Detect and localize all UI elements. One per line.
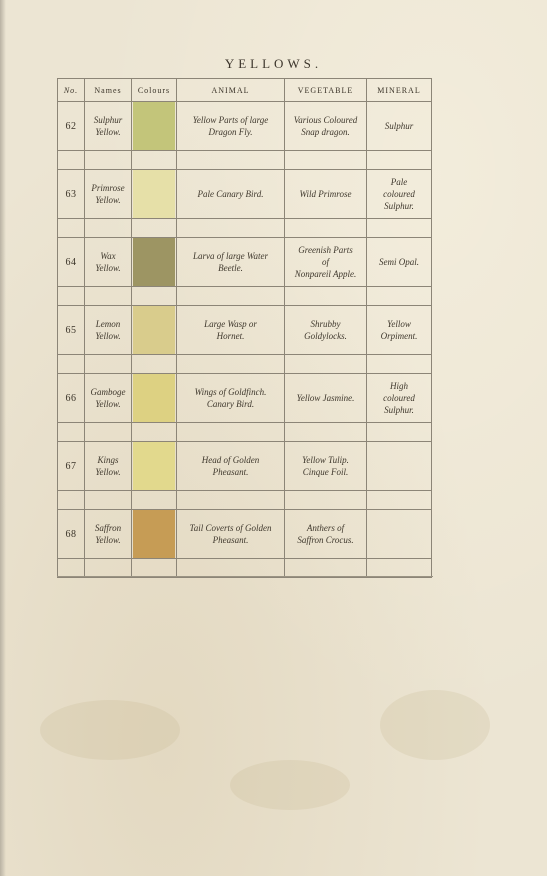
colour-name-line: Yellow. bbox=[95, 263, 121, 273]
mineral-example-line: Semi Opal. bbox=[379, 257, 419, 267]
animal-example-line: Canary Bird. bbox=[206, 399, 255, 409]
vegetable-example bbox=[285, 442, 367, 491]
table-row bbox=[58, 170, 432, 219]
colour-name-line: Yellow. bbox=[95, 535, 121, 545]
colour-name-line: Lemon bbox=[95, 319, 121, 329]
separator-cell bbox=[285, 423, 367, 442]
colour-name-line: Gamboge bbox=[90, 387, 126, 397]
row-separator bbox=[58, 559, 432, 578]
separator-cell bbox=[367, 423, 432, 442]
colour-name-line: Yellow. bbox=[95, 195, 121, 205]
colour-swatch bbox=[133, 374, 175, 422]
vegetable-example-line: Anthers of bbox=[306, 523, 345, 533]
vegetable-example-line: Wild Primrose bbox=[299, 189, 352, 199]
colour-name-line: Sulphur bbox=[93, 115, 123, 125]
separator-cell bbox=[285, 151, 367, 170]
colour-name-line: Primrose bbox=[91, 183, 125, 193]
vegetable-example-line: Various Coloured bbox=[293, 115, 358, 125]
animal-example-line: Tail Coverts of Golden bbox=[189, 523, 272, 533]
colour-swatch-cell bbox=[132, 374, 177, 423]
row-number: 62 bbox=[58, 102, 85, 151]
separator-cell bbox=[367, 559, 432, 578]
colour-name-line: Yellow. bbox=[95, 399, 121, 409]
separator-cell bbox=[367, 491, 432, 510]
colour-table bbox=[57, 78, 432, 578]
row-number: 63 bbox=[58, 170, 85, 219]
header-names: Names bbox=[85, 79, 132, 102]
separator-cell bbox=[367, 151, 432, 170]
mineral-example bbox=[367, 102, 432, 151]
separator-cell bbox=[132, 151, 177, 170]
vegetable-example bbox=[285, 238, 367, 287]
vegetable-example-line: Saffron Crocus. bbox=[297, 535, 354, 545]
vegetable-example-line: Shrubby bbox=[310, 319, 341, 329]
row-number: 67 bbox=[58, 442, 85, 491]
table-row bbox=[58, 306, 432, 355]
vegetable-example bbox=[285, 102, 367, 151]
separator-cell bbox=[85, 491, 132, 510]
row-number: 64 bbox=[58, 238, 85, 287]
separator-cell bbox=[367, 219, 432, 238]
separator-cell bbox=[132, 355, 177, 374]
colour-name bbox=[85, 238, 132, 287]
separator-cell bbox=[58, 423, 85, 442]
colour-name bbox=[85, 374, 132, 423]
separator-cell bbox=[58, 355, 85, 374]
separator-cell bbox=[367, 287, 432, 306]
header-vegetable: VEGETABLE bbox=[285, 79, 367, 102]
colour-name bbox=[85, 170, 132, 219]
vegetable-example bbox=[285, 170, 367, 219]
separator-cell bbox=[85, 355, 132, 374]
mineral-example-line: Orpiment. bbox=[380, 331, 418, 341]
animal-example-line: Head of Golden bbox=[201, 455, 260, 465]
header-no: No. bbox=[58, 79, 85, 102]
vegetable-example bbox=[285, 374, 367, 423]
separator-cell bbox=[58, 151, 85, 170]
page-stain bbox=[40, 700, 180, 760]
animal-example-line: Large Wasp or bbox=[204, 319, 257, 329]
separator-cell bbox=[85, 423, 132, 442]
mineral-example-line: Sulphur. bbox=[384, 405, 414, 415]
separator-cell bbox=[132, 559, 177, 578]
colour-swatch bbox=[133, 102, 175, 150]
separator-cell bbox=[132, 423, 177, 442]
mineral-example-line: coloured bbox=[383, 393, 415, 403]
vegetable-example bbox=[285, 510, 367, 559]
row-separator bbox=[58, 423, 432, 442]
header-colours: Colours bbox=[132, 79, 177, 102]
separator-cell bbox=[285, 559, 367, 578]
row-number: 66 bbox=[58, 374, 85, 423]
colour-swatch bbox=[133, 170, 175, 218]
colour-swatch bbox=[133, 306, 175, 354]
header-row bbox=[58, 79, 432, 102]
table-row bbox=[58, 442, 432, 491]
mineral-example bbox=[367, 374, 432, 423]
row-separator bbox=[58, 491, 432, 510]
mineral-example-line: Yellow bbox=[387, 319, 411, 329]
colour-name-line: Yellow. bbox=[95, 331, 121, 341]
separator-cell bbox=[177, 219, 285, 238]
colour-swatch bbox=[133, 510, 175, 558]
animal-example bbox=[177, 238, 285, 287]
colour-swatch-cell bbox=[132, 170, 177, 219]
separator-cell bbox=[285, 491, 367, 510]
colour-name-line: Wax bbox=[100, 251, 116, 261]
animal-example-line: Dragon Fly. bbox=[208, 127, 253, 137]
mineral-example bbox=[367, 442, 432, 491]
colour-swatch-cell bbox=[132, 510, 177, 559]
colour-swatch bbox=[133, 238, 175, 286]
mineral-example-line: Sulphur. bbox=[384, 201, 414, 211]
vegetable-example-line: Goldylocks. bbox=[304, 331, 347, 341]
colour-name-line: Saffron bbox=[94, 523, 122, 533]
colour-name-line: Yellow. bbox=[95, 467, 121, 477]
table-row bbox=[58, 374, 432, 423]
separator-cell bbox=[85, 287, 132, 306]
page-title: YELLOWS. bbox=[224, 56, 323, 71]
animal-example-line: Beetle. bbox=[218, 263, 243, 273]
separator-cell bbox=[85, 151, 132, 170]
header-mineral: MINERAL bbox=[367, 79, 432, 102]
colour-swatch bbox=[133, 442, 175, 490]
colour-name bbox=[85, 306, 132, 355]
row-number: 68 bbox=[58, 510, 85, 559]
animal-example bbox=[177, 102, 285, 151]
page-stain bbox=[380, 690, 490, 760]
separator-cell bbox=[58, 219, 85, 238]
separator-cell bbox=[58, 559, 85, 578]
mineral-example bbox=[367, 306, 432, 355]
separator-cell bbox=[58, 491, 85, 510]
colour-name bbox=[85, 442, 132, 491]
animal-example bbox=[177, 170, 285, 219]
separator-cell bbox=[367, 355, 432, 374]
animal-example-line: Pheasant. bbox=[212, 467, 249, 477]
vegetable-example-line: Snap dragon. bbox=[301, 127, 350, 137]
separator-cell bbox=[132, 287, 177, 306]
table-row bbox=[58, 102, 432, 151]
table-row bbox=[58, 510, 432, 559]
colour-name bbox=[85, 510, 132, 559]
animal-example bbox=[177, 374, 285, 423]
mineral-example-line: Sulphur bbox=[384, 121, 414, 131]
colour-name bbox=[85, 102, 132, 151]
colour-swatch-cell bbox=[132, 238, 177, 287]
mineral-example bbox=[367, 238, 432, 287]
separator-cell bbox=[177, 355, 285, 374]
vegetable-example-line: Nonpareil Apple. bbox=[294, 269, 357, 279]
colour-swatch-cell bbox=[132, 102, 177, 151]
vegetable-example-line: Cinque Foil. bbox=[302, 467, 349, 477]
row-number: 65 bbox=[58, 306, 85, 355]
separator-cell bbox=[177, 151, 285, 170]
vegetable-example-line: of bbox=[321, 257, 329, 267]
mineral-example bbox=[367, 170, 432, 219]
colour-swatch-cell bbox=[132, 442, 177, 491]
table-foot-rule bbox=[57, 576, 433, 577]
row-separator bbox=[58, 355, 432, 374]
row-separator bbox=[58, 287, 432, 306]
animal-example-line: Hornet. bbox=[216, 331, 245, 341]
separator-cell bbox=[177, 287, 285, 306]
animal-example bbox=[177, 510, 285, 559]
separator-cell bbox=[58, 287, 85, 306]
mineral-example-line: High bbox=[390, 381, 408, 391]
separator-cell bbox=[285, 355, 367, 374]
separator-cell bbox=[132, 219, 177, 238]
colour-name-line: Yellow. bbox=[95, 127, 121, 137]
separator-cell bbox=[177, 423, 285, 442]
separator-cell bbox=[85, 559, 132, 578]
colour-swatch-cell bbox=[132, 306, 177, 355]
vegetable-example-line: Greenish Parts bbox=[298, 245, 353, 255]
separator-cell bbox=[285, 287, 367, 306]
page-stain bbox=[230, 760, 350, 810]
separator-cell bbox=[85, 219, 132, 238]
mineral-example bbox=[367, 510, 432, 559]
table-row bbox=[58, 238, 432, 287]
separator-cell bbox=[285, 219, 367, 238]
animal-example-line: Larva of large Water bbox=[192, 251, 269, 261]
animal-example bbox=[177, 306, 285, 355]
animal-example-line: Pheasant. bbox=[212, 535, 249, 545]
vegetable-example-line: Yellow Tulip. bbox=[302, 455, 349, 465]
separator-cell bbox=[132, 491, 177, 510]
animal-example bbox=[177, 442, 285, 491]
page-edge-shadow bbox=[0, 0, 6, 876]
mineral-example-line: Pale bbox=[390, 177, 408, 187]
row-separator bbox=[58, 151, 432, 170]
vegetable-example-line: Yellow Jasmine. bbox=[296, 393, 355, 403]
separator-cell bbox=[177, 559, 285, 578]
separator-cell bbox=[177, 491, 285, 510]
colour-name-line: Kings bbox=[97, 455, 119, 465]
animal-example-line: Wings of Goldfinch. bbox=[194, 387, 267, 397]
animal-example-line: Pale Canary Bird. bbox=[197, 189, 264, 199]
row-separator bbox=[58, 219, 432, 238]
animal-example-line: Yellow Parts of large bbox=[192, 115, 269, 125]
header-animal: ANIMAL bbox=[177, 79, 285, 102]
vegetable-example bbox=[285, 306, 367, 355]
mineral-example-line: coloured bbox=[383, 189, 415, 199]
